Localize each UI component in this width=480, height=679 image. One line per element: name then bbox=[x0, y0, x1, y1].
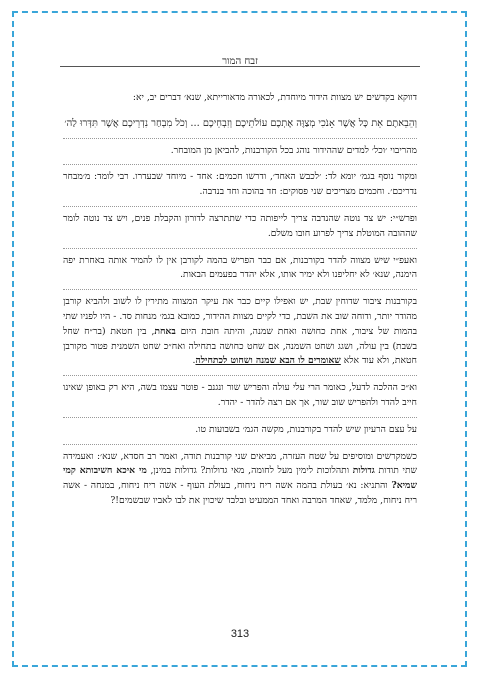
text-run: . bbox=[192, 355, 196, 367]
paragraph: ומקור נוסף בגמ׳ יומא לד: ׳לכבש האחד׳, ודרשו חכמים: אחד - מיוחד שבעדרו. רבי לומד: מ׳מבחר נדריכם׳. וחכמים מצריכים שני פסוקים: חד בהוכה וחד בנדבה. bbox=[63, 171, 417, 198]
paragraph bbox=[63, 445, 417, 515]
bold-text: גדולות bbox=[352, 465, 375, 477]
paragraph bbox=[63, 290, 417, 375]
bold-text: מי איכא חשיבותא קמי שמיא? bbox=[63, 465, 417, 492]
text-run: והתניא: נא׳ בעולת בהמה אשה ריח ניחוח, בעולת העוף - אשה ריח ניחוח, במנחה - אשה ריח ניחוח, מלמד, שאחד המרבה ואחד הממעיט ובלבד שיכוין את לבו לאביו שבשמים!? bbox=[63, 480, 417, 506]
paragraph: על עצם הרעיון שיש להדר בקורבנות, מקשה הגמ׳ בשבועות טו. bbox=[195, 423, 417, 435]
emphasized-text: שאומרים לו הבא שמנה ושחוט לכתחילה bbox=[195, 355, 341, 367]
page-number: 313 bbox=[230, 628, 250, 640]
text-run: בקורבנות ציבור שדוחין שבת, יש ואפילו קיים כבר את עיקר המצווה מתירין לו לשוב ולהביא קורבן מהודר יותר, ודוחה שוב את השבת, כדי לקיים מצוות ההידור, כמובא בגמ׳ מנחות סד. - היו לפניו שתי בהמות של ציבור, אחת כחושה ואחת שמנה, והיתה חובת היום bbox=[63, 296, 417, 337]
page-content bbox=[63, 86, 417, 515]
bold-text: באחת bbox=[154, 325, 176, 337]
header-title: זבח המור bbox=[222, 56, 258, 67]
verse-quote: וְהֵבֵאתֶם אֵת כָּל אֲשֶׁר אָנֹכִי מְצַוֶּה אֶתְכֶם עוֹלֹתֵיכֶם וְזִבְחֵיכֶם ... וְכֹל מִבְחַר נִדְרֵיכֶם אֲשֶׁר תִּדְּרוּ לַה׳ bbox=[64, 117, 417, 129]
paragraph: מהריבוי ׳וכל׳ למדים שההידור נוהג בכל הקורבנות, להביאן מן המובחר. bbox=[170, 144, 417, 156]
paragraph: ופרש״י: יש צד נוטה שהנדבה צריך לייפותה כדי שתתרצה לדורון והקבלת פנים, ויש צד נוטה לומר שההובה המוטלת צריך לפרוע חובו משלם. bbox=[63, 212, 417, 239]
text-run: ותהלוכות לימין מעל לחומה, מאי גדולות? גדולות במינן, bbox=[150, 465, 350, 477]
paragraph: וא״כ ההלכה לדעל, כאומר הרי עלי עולה והפריש שור ונגנב - פוטר עצמו בשה, היא רק באופן שאינו חייב להדר ולהפריש שוב שור, אך אם רצה להדר - יהדר. bbox=[63, 382, 417, 408]
paragraph: ואעפ״י שיש מצווה להדר בקורבנות, אם כבר הפריש בהמה לקורבן אין לו להמיר אותה באחרת יפה הימנה, שנא׳ לא יחליפנו ולא ימיר אותו, אלא יהדר בפעמים הבאות. bbox=[63, 254, 417, 281]
text-run: כשמקרשים ומוסיפים על שטח העזרה, מביאים שני קורבנות תודה, ואמר רב חסדא, שנא׳: ואעמידה שתי תודות bbox=[63, 450, 418, 477]
text-run: , בין חטאת (בר״ח שחל בשבת) בין עולה, ושגג ושחט השמנה, אם שחט כחושה בתחילה ואח״כ שחט השמנית פטור מקורבן חטאת, ולא עוד אלא bbox=[63, 325, 417, 367]
header-divider bbox=[60, 66, 420, 67]
paragraph: דווקא בקדשים יש מצוות הידור מיוחדת, לכאורה מדאורייתא, שנא׳ דברים יב, יא: bbox=[132, 92, 417, 103]
